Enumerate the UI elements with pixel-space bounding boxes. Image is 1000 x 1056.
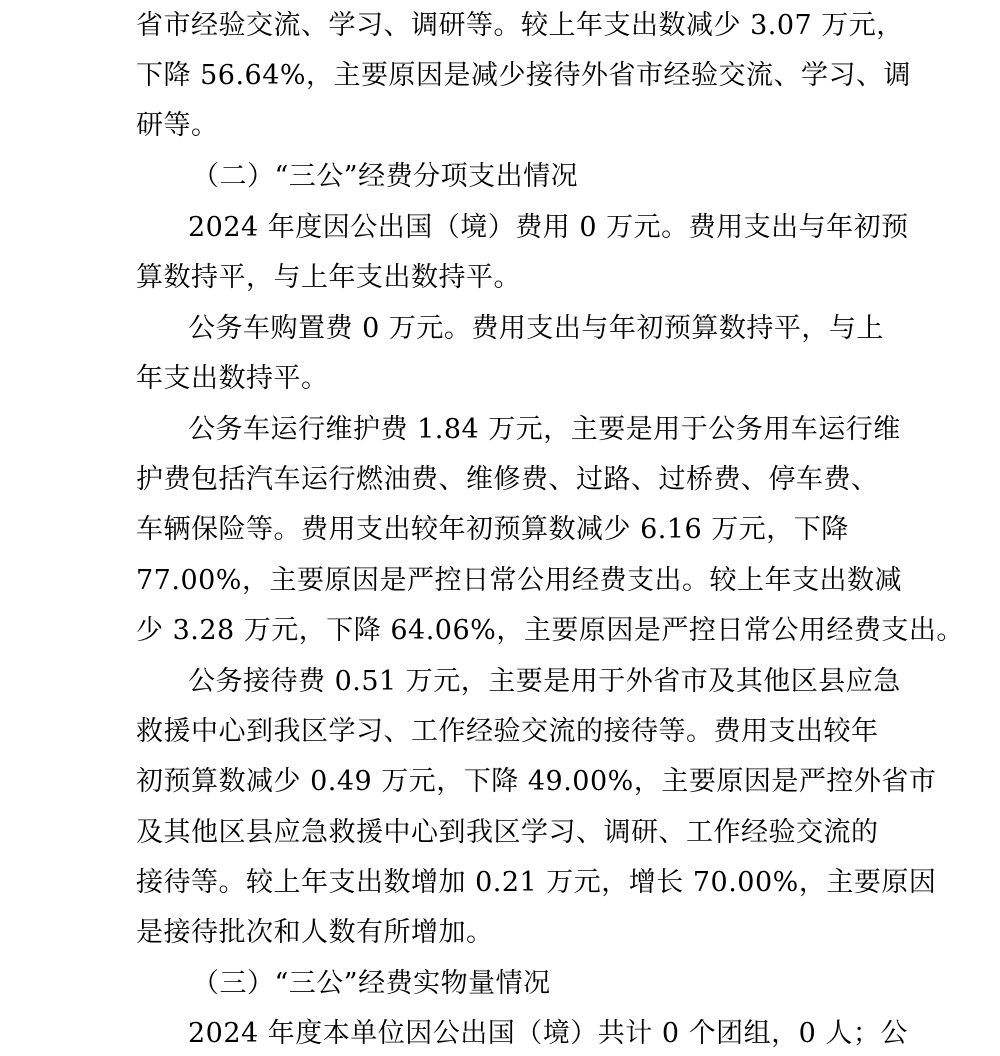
paragraph-line: 及其他区县应急救援中心到我区学习、调研、工作经验交流的 — [136, 817, 879, 848]
paragraph-line: 接待等。较上年支出数增加 0.21 万元，增长 70.00%，主要原因 — [136, 867, 937, 898]
paragraph-line: 公务车购置费 0 万元。费用支出与年初预算数持平，与上 — [188, 313, 884, 344]
paragraph-line: 救援中心到我区学习、工作经验交流的接待等。费用支出较年 — [136, 716, 879, 747]
section-heading: （三）“三公”经费实物量情况 — [192, 968, 551, 999]
paragraph-line: 算数持平，与上年支出数持平。 — [136, 262, 521, 293]
paragraph-line: 下降 56.64%，主要原因是减少接待外省市经验交流、学习、调 — [136, 60, 912, 91]
section-heading: （二）“三公”经费分项支出情况 — [192, 161, 579, 192]
paragraph-line: 省市经验交流、学习、调研等。较上年支出数减少 3.07 万元， — [136, 10, 904, 41]
paragraph-line: 2024 年度因公出国（境）费用 0 万元。费用支出与年初预 — [188, 212, 909, 243]
paragraph-line: 车辆保险等。费用支出较年初预算数减少 6.16 万元，下降 — [136, 514, 849, 545]
paragraph-line: 初预算数减少 0.49 万元，下降 49.00%，主要原因是严控外省市 — [136, 766, 937, 797]
paragraph-line: 少 3.28 万元，下降 64.06%，主要原因是严控日常公用经费支出。 — [136, 615, 964, 646]
paragraph-line: 2024 年度本单位因公出国（境）共计 0 个团组，0 人；公 — [188, 1018, 908, 1049]
paragraph-line: 公务接待费 0.51 万元，主要是用于外省市及其他区县应急 — [188, 666, 901, 697]
paragraph-line: 研等。 — [136, 110, 219, 141]
paragraph-line: 是接待批次和人数有所增加。 — [136, 917, 494, 948]
paragraph-line: 年支出数持平。 — [136, 363, 329, 394]
paragraph-line: 公务车运行维护费 1.84 万元，主要是用于公务用车运行维 — [188, 414, 901, 445]
paragraph-line: 77.00%，主要原因是严控日常公用经费支出。较上年支出数减 — [136, 565, 902, 596]
paragraph-line: 护费包括汽车运行燃油费、维修费、过路、过桥费、停车费、 — [136, 464, 879, 495]
